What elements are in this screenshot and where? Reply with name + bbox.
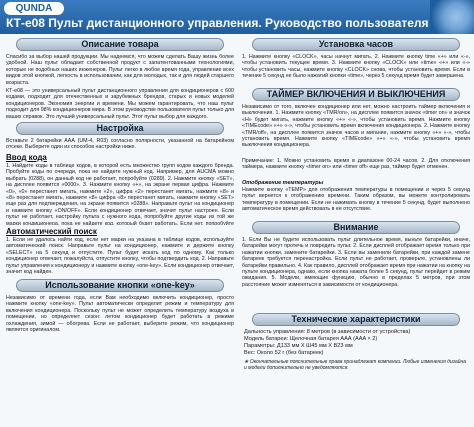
section-title-clock: Установка часов xyxy=(252,38,460,51)
section-title-description: Описание товара xyxy=(16,38,224,51)
setup-paragraph: Вставьте 2 батарейки ААА (UM-4, R03) согласно полярности, указанной на батарейном отсеке. Выберите один из способов настройки ниже. xyxy=(6,138,234,151)
code-entry-paragraph: 1. Найдите коды в таблице кодов, в которой есть множество групп кодов каждого бренда. Пробуйте коды по очереди, пока не найдете нужный код. Например, для AUCMA можно выбрать (0288), он данный код не работает, попробуйте (0289). 2. Нажмите кнопку «SET», на дисплее появится «0000». 3. Нажмите кнопку «+», на экране первая цифра. Нажмите «0», «0» перестанет мигать, нажмите «2», цифра «2» перестанет мигать, нажмите «8» и «8» перестанет мигать, нажмите «8» цифра «8» перестанет мигать, нажмите кнопку «SET» еще раз для подтверждения, на экране появится «0288». Направьте пульт на кондиционер и нажмите кнопку «ON/OFF». Если кондиционер отвечает, значит пульт настроен. Если пульт не работает, настройку пульта с нужного кода, попробуйте другие коды из той же марки кондиционера, пока не найдете код, который будет работать. Если нет, попробуйте xyxy=(6,162,234,225)
timer-paragraph: Независимо от того, включен кондиционер или нет, можно настроить таймер включения и выключения. 1. Нажмите кнопку «TMR/on», на дисплее появится значок «timer on» и значок «H» будет мигать, нажмите кнопку «+» «-», чтобы установить время. Нажмите кнопку «TIMEcode» «+» «-», чтобы установить время включения кондиционера. 2. Нажмите кнопку «TMR/off», на дисплее появится значок часов и мигание, нажмите кнопку «+» «-», чтобы установить время. Нажмите кнопку «TIMEcode» «+» «-», чтобы установить время выключения кондиционера. xyxy=(242,104,470,149)
section-title-attention: Внимание xyxy=(252,221,460,234)
temperature-paragraph: Нажмите кнопку «TEMP» для отображения температуры в помещении и через 5 секунд пульт вернется к отображению времени. Таким образом, вы можете контролировать температуру в помещении. Если не нажимать кнопку в течение 5 секунд, будет выполнено автоматическое время действовать в ее отсутствие. xyxy=(242,187,470,213)
left-column xyxy=(4,36,236,424)
spec-battery: Модель батареи: Щелочная батарея ААА (AAA × 2) xyxy=(244,336,378,342)
clock-paragraph: 1. Нажмите кнопку «CLOCK», часы начнут мигать. 2. Нажмите кнопку time «+» или «-», чтобы установить текущее время. 3. Нажмите кнопку «CLOCK» или «time» «+» или «-» чтобы установить часы, нажмите кнопку «CLOCK» снова, чтобы установить время. Если в течение 5 секунд не было нажатий кнопки «time», через 5 секунд время будет завершена. xyxy=(242,54,470,80)
subsection-title-temperature: Отображение температуры xyxy=(242,180,324,186)
timer-note: Примечание: 1. Можно установить время в диапазоне 00-24 часов. 2. Для отключения таймера, нажмите кнопку «timer on» или «timer off» еще раз, таймер будет отменен. xyxy=(242,158,470,171)
subsection-title-code-entry: Ввод кода xyxy=(6,152,47,162)
spec-weight: Вес: Около 52 г (без батареек) xyxy=(244,350,324,356)
footnote: ★ Окончательные пояснительные права принадлежат компании. Любые изменения дизайна и модели дополнительно не уведомляются. xyxy=(244,359,467,371)
section-title-specs: Технические характеристики xyxy=(252,313,460,326)
attention-paragraph: 1. Если Вы не будете использовать пульт длительное время, выньте батарейки, иначе, батарейки могут протечь и повредить пульт. 2. Если дисплей отображает время только при нажатии кнопки, замените батарейки. 3. Если вы заменили батарейки, при каждой замене батареек требуется перенастройка. Если пульт не работает, проверьте, установлены ли батарейки правильно. 4. Как правило, дисплей отображает время при нажатии на кнопку на пульте кондиционера, однако, если кнопка нажата более 5 секунд, пульт перейдет в режим ожидания. 5. Модели, имеющие функцию, обычно в пределах 5 метров, при этом расстояние может изменяться в зависимости от кондиционера. xyxy=(242,237,470,288)
subsection-title-auto-search: Автоматический поиск xyxy=(6,226,97,236)
section-title-setup: Настройка xyxy=(16,122,224,135)
description-paragraph-1: Спасибо за выбор нашей продукции. Мы надеемся, что можем сделать Вашу жизнь более удобной. Наш пульт обладает собственной продукт с запатентованными технологиями, которые не подобных наших инженеров. Пульт легко в любое время года, управление всех видов этой кнопкой, легкость в использовании, как для молодых, так и для людей старшего возраста. xyxy=(6,54,234,86)
section-title-timer: ТАЙМЕР ВКЛЮЧЕНИЯ И ВЫКЛЮЧЕНИЯ xyxy=(252,88,460,101)
corner-graphic xyxy=(430,0,474,34)
page-header xyxy=(0,0,474,34)
spec-dimensions: Параметры: Д133 мм Х Ш45 мм Х В23 мм xyxy=(244,343,353,349)
page-title: КТ-е08 Пульт дистанционного управления. Руководство пользователя xyxy=(6,16,429,30)
auto-search-paragraph: 1. Если не удалось найти код, если нет марки на указана в таблице кодов, используйте автоматический поиск. Направьте пульт на кондиционер, нажмите и держите кнопку «SELECT» на 5 секунд и отпустите. Пульт будет искать код по одному. Как только кондиционер отвечает, пожалуйста, отпустите кнопку, чтобы подтвердить код. 2. Направьте пульт управления к кондиционеру и нажмите кнопку «one-key». Если кондиционер отвечает, значит код найден. xyxy=(6,236,234,275)
description-paragraph-2: КТ-е08 — это универсальный пульт дистанционного управления для кондиционеров с 600 кодами, подходит для отечественных и зарубежных брендов, старых и новых моделей кондиционеров. Экономия энергии и времени. Мы можем гарантировать, что наш пульт подходит для 98% кондиционеров мира. В этом руководстве пользователя пульт только для ваших справок. Это лучший универсальный пульт. Этот пульт выбор для каждого. xyxy=(6,88,234,120)
one-key-paragraph: Независимо от времени года, если Вам необходимо включить кондиционер, просто нажмите кнопку «one-key». Пульт автоматически определит режим и температуру для включения кондиционера. Поскольку пульт не может определить температуру воздуха в помещении, но определяет сезон: летом кондиционер будет работать в режиме охлаждения, зимой — обогрева. Если не работает, выберите режим, что кондиционер является оригиналом. xyxy=(6,294,234,333)
specs-list xyxy=(244,329,468,357)
brand-logo: QUNDA xyxy=(4,2,64,15)
right-column xyxy=(240,36,472,424)
spec-range: Дальность управления: 8 метров (в зависимости от устройства) xyxy=(244,329,411,335)
section-title-one-key: Использование кнопки «one-key» xyxy=(16,279,224,292)
